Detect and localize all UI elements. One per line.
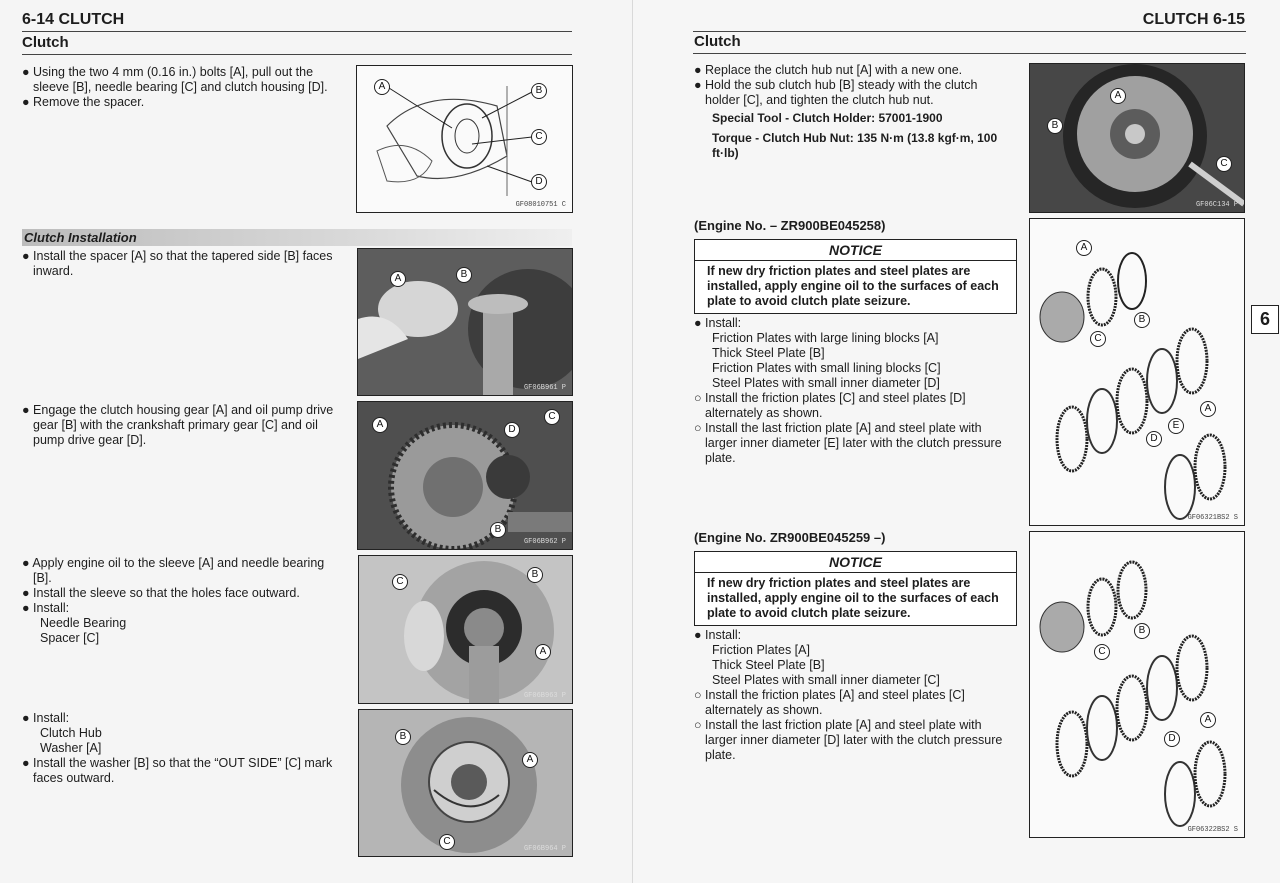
- list-item: Steel Plates with small inner diameter [C]: [712, 673, 940, 687]
- list-item: Friction Plates [A]: [712, 643, 810, 657]
- right-page: [633, 0, 1280, 883]
- text-block-plates-a: [694, 316, 1014, 466]
- list-item: Washer [A]: [40, 741, 102, 755]
- list-item: Steel Plates with small inner diameter [D]: [712, 376, 940, 390]
- bullet-text: ● Install:: [694, 628, 742, 642]
- list-item: Clutch Hub: [40, 726, 102, 740]
- bullet-text: ● Install:: [22, 601, 70, 615]
- text-block-removal: [22, 65, 340, 110]
- figure-id: GF06B963 P: [523, 692, 566, 700]
- callout-label: A: [522, 752, 538, 768]
- chapter-tab: 6: [1251, 305, 1279, 334]
- list-item: Spacer [C]: [40, 631, 100, 645]
- bullet-text: ● Install:: [22, 711, 70, 725]
- figure-clutch-removal: [356, 65, 573, 213]
- figure-id: GF06B961 P: [523, 384, 566, 392]
- notice-box: [694, 239, 1017, 314]
- figure-id: GF06321BS2 S: [1187, 514, 1238, 522]
- callout-label: A: [1076, 240, 1092, 256]
- figure-id: GF06322BS2 S: [1187, 826, 1238, 834]
- callout-label: B: [1134, 623, 1150, 639]
- list-item: Thick Steel Plate [B]: [712, 346, 825, 360]
- figure-hub-nut-photo: [1029, 63, 1245, 213]
- figure-id: GF06C134 P: [1195, 201, 1238, 209]
- callout-label: D: [1164, 731, 1180, 747]
- header-rule: [22, 31, 572, 32]
- bullet-text: ● Install:: [694, 316, 742, 330]
- bullet-text: ● Remove the spacer.: [22, 95, 145, 109]
- figure-id: GF06B964 P: [523, 845, 566, 853]
- callout-label: D: [1146, 431, 1162, 447]
- figure-spacer-photo: [357, 248, 573, 396]
- step-text: ○ Install the last friction plate [A] and steel plate with larger inner diameter [E] later with the clutch pressure plate.: [694, 421, 1002, 465]
- page-header-left: 6-14 CLUTCH: [22, 11, 125, 28]
- text-block-gear: [22, 403, 340, 448]
- page-header-right: CLUTCH 6-15: [1142, 11, 1245, 28]
- notice-title: NOTICE: [695, 240, 1016, 261]
- callout-label: B: [1047, 118, 1063, 134]
- bullet-text: ● Install the washer [B] so that the “OUT SIDE” [C] mark faces outward.: [22, 756, 333, 785]
- bullet-text: ● Using the two 4 mm (0.16 in.) bolts [A], pull out the sleeve [B], needle bearing [C] and clutch housing [D].: [22, 65, 328, 94]
- special-tool-text: Special Tool - Clutch Holder: 57001-1900: [712, 111, 943, 125]
- figure-gear-photo: [357, 401, 573, 550]
- section-subheader: Clutch: [22, 34, 69, 51]
- engine-range-title: (Engine No. ZR900BE045259 –): [694, 530, 886, 545]
- callout-label: B: [531, 83, 547, 99]
- callout-label: C: [1090, 331, 1106, 347]
- step-text: ○ Install the friction plates [A] and steel plates [C] alternately as shown.: [694, 688, 965, 717]
- torque-text: Torque - Clutch Hub Nut: 135 N·m (13.8 kgf·m, 100 ft·lb): [712, 131, 998, 160]
- notice-body: If new dry friction plates and steel plates are installed, apply engine oil to the surfaces of each plate to avoid clutch plate seizure.: [707, 576, 999, 620]
- list-item: Friction Plates with small lining blocks [C]: [712, 361, 941, 375]
- engine-range-title: (Engine No. – ZR900BE045258): [694, 218, 886, 233]
- callout-label: A: [1200, 401, 1216, 417]
- callout-label: D: [504, 422, 520, 438]
- bullet-text: ● Hold the sub clutch hub [B] steady with the clutch holder [C], and tighten the clutch hub nut.: [694, 78, 978, 107]
- callout-label: A: [372, 417, 388, 433]
- list-item: Friction Plates with large lining blocks [A]: [712, 331, 939, 345]
- text-block-hub: [22, 711, 340, 786]
- notice-box: [694, 551, 1017, 626]
- callout-label: B: [1134, 312, 1150, 328]
- bullet-text: ● Install the sleeve so that the holes face outward.: [22, 586, 300, 600]
- figure-plates-a: [1029, 218, 1245, 526]
- callout-label: B: [456, 267, 472, 283]
- callout-label: E: [1168, 418, 1184, 434]
- bullet-text: ● Engage the clutch housing gear [A] and oil pump drive gear [B] with the crankshaft primary gear [C] and oil pump drive gear [D].: [22, 403, 334, 447]
- callout-label: B: [527, 567, 543, 583]
- subheader-rule: [22, 54, 572, 55]
- notice-body: If new dry friction plates and steel plates are installed, apply engine oil to the surfaces of each plate to avoid clutch plate seizure.: [707, 264, 999, 308]
- callout-label: C: [439, 834, 455, 850]
- bullet-text: ● Apply engine oil to the sleeve [A] and needle bearing [B].: [22, 556, 325, 585]
- callout-label: A: [390, 271, 406, 287]
- section-banner: Clutch Installation: [22, 229, 572, 246]
- text-block-hub-nut: [694, 63, 1014, 161]
- figure-hub-photo: [358, 709, 573, 857]
- bullet-text: ● Replace the clutch hub nut [A] with a new one.: [694, 63, 963, 77]
- callout-label: B: [395, 729, 411, 745]
- text-block-plates-b: [694, 628, 1014, 763]
- callout-label: D: [531, 174, 547, 190]
- callout-label: A: [1110, 88, 1126, 104]
- notice-title: NOTICE: [695, 552, 1016, 573]
- left-page: [0, 0, 633, 883]
- callout-label: A: [1200, 712, 1216, 728]
- list-item: Needle Bearing: [40, 616, 127, 630]
- header-rule: [693, 31, 1246, 32]
- callout-label: C: [1094, 644, 1110, 660]
- step-text: ○ Install the friction plates [C] and steel plates [D] alternately as shown.: [694, 391, 966, 420]
- figure-sleeve-photo: [358, 555, 573, 704]
- callout-label: C: [531, 129, 547, 145]
- callout-label: B: [490, 522, 506, 538]
- figure-plates-b: [1029, 531, 1245, 838]
- callout-label: C: [392, 574, 408, 590]
- figure-id: GF08010751 C: [515, 201, 566, 209]
- text-block-spacer: [22, 249, 340, 279]
- figure-id: GF06B962 P: [523, 538, 566, 546]
- step-text: ○ Install the last friction plate [A] and steel plate with larger inner diameter [D] later with the clutch pressure plate.: [694, 718, 1003, 762]
- text-block-sleeve: [22, 556, 340, 646]
- callout-label: A: [535, 644, 551, 660]
- subheader-rule: [693, 53, 1246, 54]
- callout-label: C: [544, 409, 560, 425]
- callout-label: C: [1216, 156, 1232, 172]
- bullet-text: ● Install the spacer [A] so that the tapered side [B] faces inward.: [22, 249, 333, 278]
- callout-label: A: [374, 79, 390, 95]
- section-subheader: Clutch: [694, 33, 741, 50]
- list-item: Thick Steel Plate [B]: [712, 658, 825, 672]
